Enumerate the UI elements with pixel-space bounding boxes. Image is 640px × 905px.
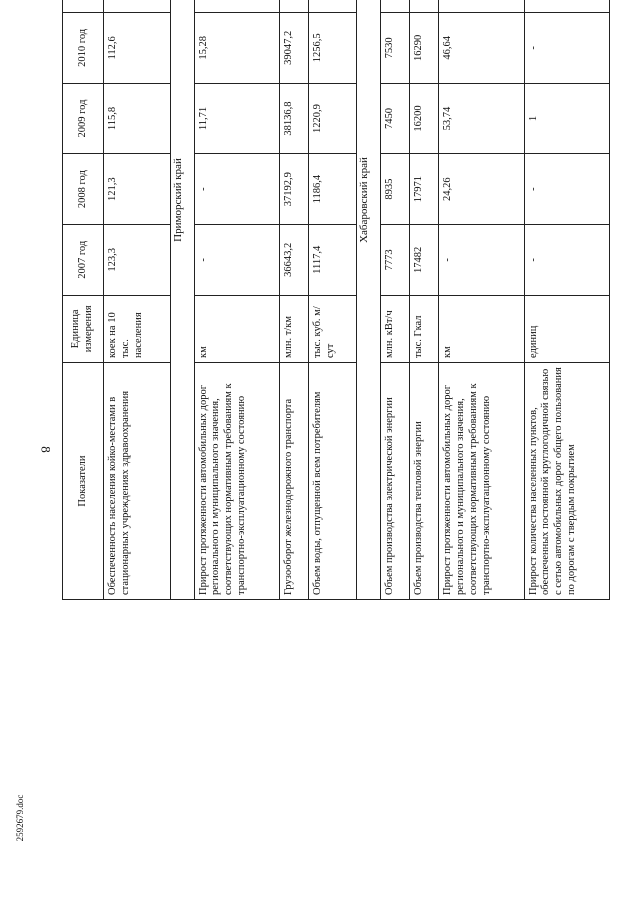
column-header: Единица измерения: [63, 295, 104, 362]
value-cell: -: [524, 13, 609, 84]
value-cell: 17482: [410, 224, 439, 295]
value-cell: 53,74: [439, 83, 524, 154]
table-row: [194, 0, 279, 600]
table-row: [381, 0, 410, 600]
value-cell: 39047,2: [280, 13, 309, 84]
value-cell: 1186,4: [309, 154, 357, 225]
value-cell: [104, 0, 171, 13]
indicator-cell: Объем производства электрической энергии: [381, 363, 410, 600]
unit-cell: млн. кВт/ч: [381, 295, 410, 362]
value-cell: -: [524, 154, 609, 225]
column-header: 2009 год: [63, 83, 104, 154]
rotated-table-wrapper: [62, 0, 610, 600]
unit-cell: км: [439, 295, 524, 362]
unit-cell: единиц: [524, 295, 609, 362]
document-reference: 2592679.doc: [15, 794, 25, 842]
value-cell: 16200: [410, 83, 439, 154]
indicator-cell: Обеспеченность населения койко-местами в стационарных учреждениях здравоохранения: [104, 363, 171, 600]
region-label: Хабаровский край: [356, 0, 380, 600]
value-cell: [524, 0, 609, 13]
value-cell: 8935: [381, 154, 410, 225]
indicator-cell: Объем производства тепловой энергии: [410, 363, 439, 600]
unit-cell: млн. т/км: [280, 295, 309, 362]
value-cell: 121,3: [104, 154, 171, 225]
value-cell: -: [194, 224, 279, 295]
indicator-cell: Прирост количества населенных пунктов, обеспеченных постоянной круглогодичной связью с сетью автомобильных дорог общего пользования по дорогам с твердым покрытием: [524, 363, 609, 600]
region-row: [356, 0, 380, 600]
column-header: [63, 0, 104, 13]
unit-cell: км: [194, 295, 279, 362]
column-header: 2010 год: [63, 13, 104, 84]
value-cell: 112,6: [104, 13, 171, 84]
value-cell: 24,26: [439, 154, 524, 225]
table-frame: [63, 28, 611, 852]
indicator-cell: Объем воды, отпущенной всем потребителям: [309, 363, 357, 600]
region-row: [170, 0, 194, 600]
column-header: 2008 год: [63, 154, 104, 225]
unit-cell: тыс. куб. м/сут: [309, 295, 357, 362]
value-cell: [309, 0, 357, 13]
value-cell: 11,71: [194, 83, 279, 154]
value-cell: 7773: [381, 224, 410, 295]
value-cell: 1117,4: [309, 224, 357, 295]
indicator-cell: Грузооборот железнодорожного транспорта: [280, 363, 309, 600]
table-row: [280, 0, 309, 600]
table-row: [439, 0, 524, 600]
table-row: [104, 0, 171, 600]
value-cell: [439, 0, 524, 13]
value-cell: 123,3: [104, 224, 171, 295]
table-row: [309, 0, 357, 600]
value-cell: 15,28: [194, 13, 279, 84]
region-label: Приморский край: [170, 0, 194, 600]
table-row: [410, 0, 439, 600]
column-header: 2007 год: [63, 224, 104, 295]
value-cell: -: [194, 154, 279, 225]
value-cell: 1: [524, 83, 609, 154]
value-cell: 115,8: [104, 83, 171, 154]
value-cell: -: [439, 224, 524, 295]
table-header-row: [63, 0, 104, 600]
value-cell: 17971: [410, 154, 439, 225]
table-body: [104, 0, 610, 600]
value-cell: 7450: [381, 83, 410, 154]
value-cell: [194, 0, 279, 13]
value-cell: 1256,5: [309, 13, 357, 84]
indicators-table: [62, 0, 610, 600]
value-cell: [410, 0, 439, 13]
unit-cell: коек на 10 тыс. населения: [104, 295, 171, 362]
page-number: 8: [38, 446, 54, 453]
value-cell: [381, 0, 410, 13]
value-cell: 38136,8: [280, 83, 309, 154]
value-cell: [280, 0, 309, 13]
column-header: Показатели: [63, 363, 104, 600]
indicator-cell: Прирост протяженности автомобильных дорог регионального и муниципального значения, соответствующих нормативным требованиям к транспортно-эксплуатационному состоянию: [194, 363, 279, 600]
table-row: [524, 0, 609, 600]
indicator-cell: Прирост протяженности автомобильных дорог регионального и муниципального значения, соответствующих нормативным требованиям к транспортно-эксплуатационному состоянию: [439, 363, 524, 600]
value-cell: 36643,2: [280, 224, 309, 295]
value-cell: 46,64: [439, 13, 524, 84]
value-cell: 37192,9: [280, 154, 309, 225]
value-cell: -: [524, 224, 609, 295]
value-cell: 1220,9: [309, 83, 357, 154]
unit-cell: тыс. Гкал: [410, 295, 439, 362]
value-cell: 7530: [381, 13, 410, 84]
value-cell: 16290: [410, 13, 439, 84]
